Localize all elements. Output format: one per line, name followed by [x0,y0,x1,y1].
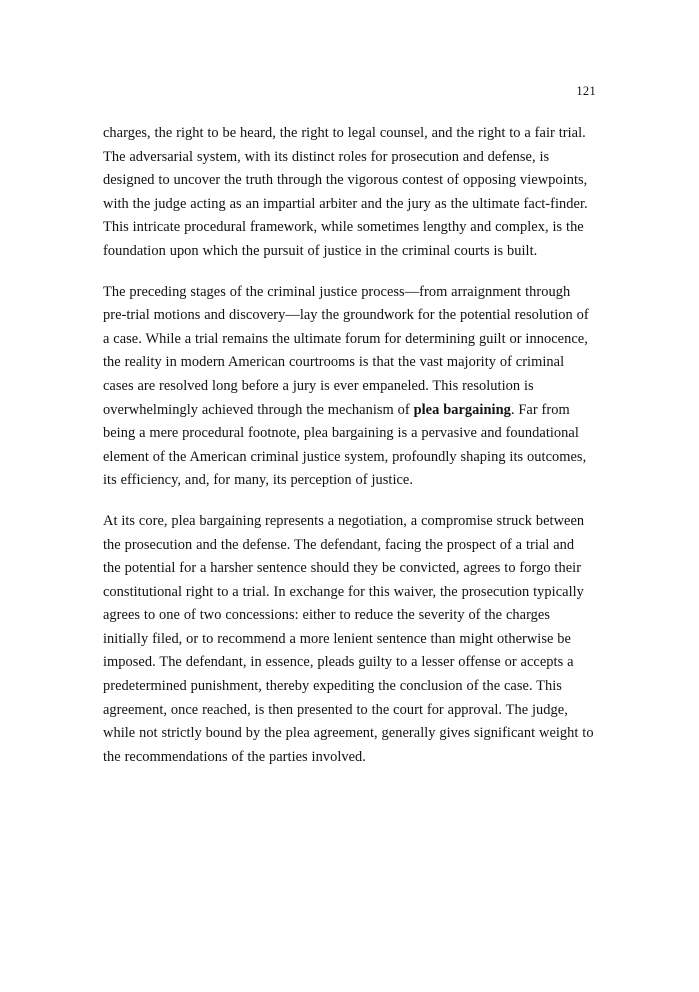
paragraph-3: At its core, plea bargaining represents a negotiation, a compromise struck between the prosecution and the defense. The defendant, facing the prospect of a trial and the potential for a harsher sentence should they be convicted, agrees to forgo their constitutional right to a trial. In exchange for this waiver, the prosecution typically agrees to one of two concessions: either to reduce the severity of the charges initially filed, or to recommend a more lenient sentence than might otherwise be imposed. The defendant, in essence, pleads guilty to a lesser offense or accepts a predetermined punishment, thereby expediting the conclusion of the case. This agreement, once reached, is then presented to the court for approval. The judge, while not strictly bound by the plea agreement, generally gives significant weight to the recommendations of the parties involved. [103,512,594,765]
paragraph-2 [103,281,595,493]
page-number: 121 [576,84,596,98]
paragraph-2-text-before: The preceding stages of the criminal justice process—from arraignment through pre-trial motions and discovery—lay the groundwork for the potential resolution of a case. While a trial remains the ultimate forum for determining guilt or innocence, the reality in modern American courtrooms is that the vast majority of criminal cases are resolved long before a jury is ever empaneled. This resolution is overwhelmingly achieved through the mechanism of [103,283,589,418]
paragraph-2-bold-term: plea bargaining [413,401,511,418]
page-body-text [103,122,595,769]
paragraph-2-text-after: . Far from being a mere procedural footnote, plea bargaining is a pervasive and foundational element of the American criminal justice system, profoundly shaping its outcomes, its efficiency, and, for many, its perception of justice. [103,401,587,489]
paragraph-1: charges, the right to be heard, the right to legal counsel, and the right to a fair trial. The adversarial system, with its distinct roles for prosecution and defense, is designed to uncover the truth through the vigorous contest of opposing viewpoints, with the judge acting as an impartial arbiter and the jury as the ultimate fact-finder. This intricate procedural framework, while sometimes lengthy and complex, is the foundation upon which the pursuit of justice in the criminal courts is built. [103,125,588,259]
